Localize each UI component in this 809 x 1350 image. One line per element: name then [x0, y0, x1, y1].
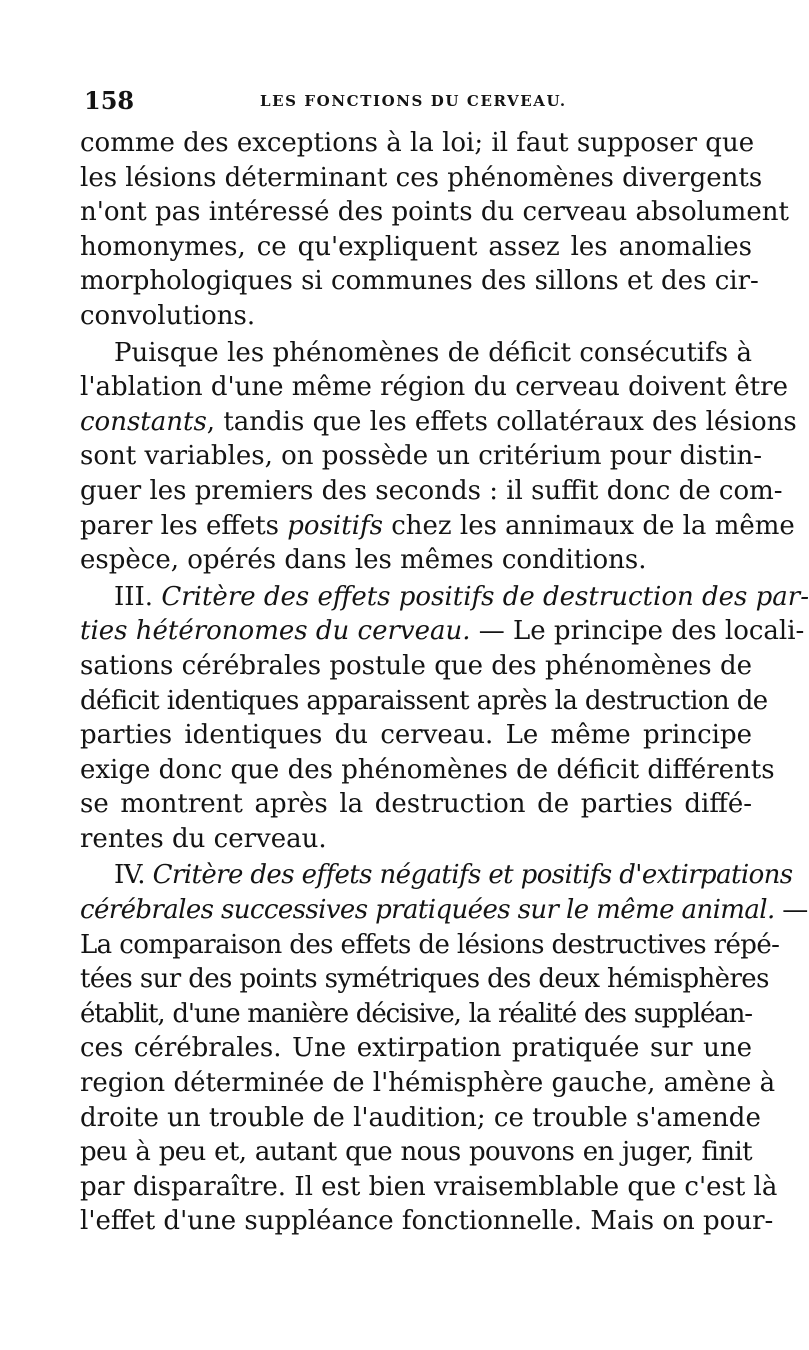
text-line: cérébrales successives pratiquées sur le même animal. —	[80, 895, 808, 926]
text-line: espèce, opérés dans les mêmes conditions.	[80, 545, 647, 576]
italic-term: positifs	[287, 510, 383, 541]
text-line: exige donc que des phénomènes de déficit différents	[80, 754, 775, 785]
paragraph-1	[80, 126, 789, 334]
text-line: homonymes, ce qu'expliquent assez les anomalies	[80, 231, 752, 262]
text-line: morphologiques si communes des sillons et des cir-	[80, 266, 759, 297]
paragraph-3	[80, 580, 809, 857]
italic-term: constants	[80, 406, 207, 437]
text-line: droite un trouble de l'audition; ce trouble s'amende	[80, 1102, 761, 1133]
section-heading: Critère des effets négatifs et positifs d'extirpations	[152, 860, 793, 891]
text-line	[80, 858, 793, 893]
text-line: établit, d'une manière décisive, la réalité des suppléan-	[80, 998, 752, 1029]
text-line: ces cérébrales. Une extirpation pratiquée sur une	[80, 1033, 752, 1064]
text-line: sations cérébrales postule que des phénomènes de	[80, 650, 752, 681]
text-line: region déterminée de l'hémisphère gauche, amène à	[80, 1068, 776, 1099]
section-heading: Critère des effets positifs de destruction des par-	[161, 581, 809, 612]
text-line: l'effet d'une suppléance fonctionnelle. Mais on pour-	[80, 1206, 774, 1237]
text-line: déficit identiques apparaissent après la destruction de	[80, 685, 768, 716]
body-text	[80, 126, 809, 1239]
page-number: 158	[84, 86, 135, 115]
text-line: les lésions déterminant ces phénomènes divergents	[80, 162, 763, 193]
text-line: sont variables, on possède un critérium pour distin-	[80, 441, 763, 472]
section-numeral: III.	[114, 581, 162, 612]
text-line: constants, tandis que les effets collatéraux des lésions	[80, 406, 797, 437]
text-line: Puisque les phénomènes de déficit consécutifs à	[114, 337, 752, 368]
text-line: se montrent après la destruction de parties diffé-	[80, 789, 752, 820]
section-heading: ties hétéronomes du cerveau.	[80, 616, 471, 647]
text-line: guer les premiers des seconds : il suffit donc de com-	[80, 475, 783, 506]
paragraph-4	[80, 858, 808, 1239]
text-line: tées sur des points symétriques des deux hémisphères	[80, 964, 769, 995]
section-heading: cérébrales successives pratiquées sur le même animal.	[80, 895, 775, 926]
text-line: La comparaison des effets de lésions destructives répé-	[80, 929, 780, 960]
text-line: parties identiques du cerveau. Le même principe	[80, 720, 752, 751]
text-line: n'ont pas intéressé des points du cerveau absolument	[80, 197, 789, 228]
text-line: par disparaître. Il est bien vraisemblable que c'est là	[80, 1171, 778, 1202]
text-line: convolutions.	[80, 300, 256, 331]
running-title: LES FONCTIONS DU CERVEAU.	[260, 92, 567, 110]
page-header	[84, 86, 754, 118]
section-numeral: IV.	[114, 860, 153, 891]
text-line: ties hétéronomes du cerveau. — Le principe des locali-	[80, 616, 805, 647]
text-line: l'ablation d'une même région du cerveau doivent être	[80, 372, 788, 403]
text-line: peu à peu et, autant que nous pouvons en juger, finit	[80, 1137, 752, 1168]
text-line	[80, 580, 809, 615]
text-line: rentes du cerveau.	[80, 823, 327, 854]
paragraph-2	[80, 336, 797, 578]
text-line: comme des exceptions à la loi; il faut supposer que	[80, 128, 755, 158]
text-line: parer les effets positifs chez les annimaux de la même	[80, 510, 795, 541]
